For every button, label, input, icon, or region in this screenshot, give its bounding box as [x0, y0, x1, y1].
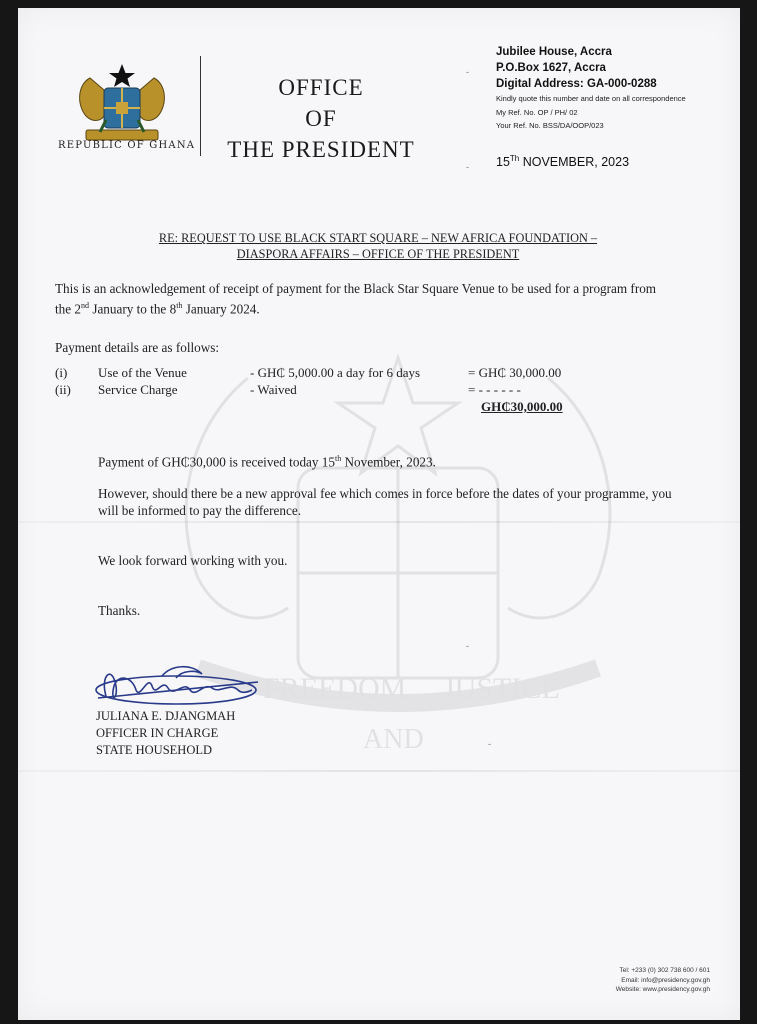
- scan-mark: -: [488, 740, 492, 750]
- signatory-unit: STATE HOUSEHOLD: [96, 743, 213, 757]
- item-amount: = - - - - - -: [468, 382, 521, 397]
- office-title-line: THE PRESIDENT: [227, 137, 415, 162]
- scan-mark: -: [466, 163, 470, 173]
- letter-subject: [98, 230, 658, 262]
- signatory-title: OFFICER IN CHARGE: [96, 726, 219, 740]
- ghana-coat-of-arms-icon: [76, 60, 168, 148]
- your-reference: Your Ref. No. BSS/DA/OOP/023: [496, 121, 604, 130]
- approval-fee-paragraph: However, should there be a new approval fee which comes in force before the dates of your programme, you will be informed to pay the difference.: [98, 486, 672, 518]
- letter-page: [18, 8, 740, 1020]
- office-title: [206, 72, 436, 165]
- address-line: Jubilee House, Accra: [496, 46, 612, 58]
- item-number: (ii): [55, 382, 71, 397]
- letterhead-divider: [200, 56, 201, 156]
- signatory-name: JULIANA E. DJANGMAH: [96, 709, 236, 723]
- subject-line: RE: REQUEST TO USE BLACK START SQUARE – NEW AFRICA FOUNDATION –: [158, 231, 598, 245]
- scan-mark: -: [466, 642, 470, 652]
- thanks-line: Thanks.: [98, 603, 141, 618]
- office-title-line: OFFICE: [278, 75, 364, 100]
- office-address: [496, 44, 686, 133]
- watermark-freedom: FREEDOM: [263, 672, 407, 705]
- item-amount: = GH₵ 30,000.00: [468, 365, 562, 380]
- item-number: (i): [55, 365, 68, 380]
- payment-received-paragraph: Payment of GH₵30,000 is received today 15th November, 2023.: [98, 454, 436, 470]
- office-title-line: OF: [305, 106, 337, 131]
- republic-of-ghana-label: REPUBLIC OF GHANA: [58, 140, 196, 151]
- item-label: Service Charge: [98, 382, 178, 397]
- payment-total: GH₵30,000.00: [481, 399, 563, 414]
- footer-website: Website: www.presidency.gov.gh: [615, 986, 710, 993]
- letter-date: 15Th NOVEMBER, 2023: [496, 154, 630, 170]
- subject-line: DIASPORA AFFAIRS – OFFICE OF THE PRESIDENT: [236, 247, 520, 261]
- digital-address: Digital Address: GA-000-0288: [496, 78, 657, 90]
- reference-note: Kindly quote this number and date on all correspondence: [496, 94, 686, 103]
- item-detail: - Waived: [250, 382, 297, 397]
- address-line: P.O.Box 1627, Accra: [496, 62, 606, 74]
- item-label: Use of the Venue: [98, 365, 187, 380]
- watermark-justice: JUSTICE: [443, 672, 560, 705]
- footer-telephone: Tel: +233 (0) 302 738 600 / 601: [619, 967, 710, 974]
- signatory-block: [96, 708, 235, 759]
- my-reference: My Ref. No. OP / PH/ 02: [496, 107, 578, 117]
- contact-footer: [616, 966, 710, 995]
- acknowledgement-paragraph: This is an acknowledgement of receipt of payment for the Black Star Square Venue to be used for a program from the 2nd January to the 8th January 2024.: [55, 281, 657, 317]
- item-detail: - GH₵ 5,000.00 a day for 6 days: [250, 365, 421, 380]
- closing-remark: We look forward working with you.: [98, 553, 288, 568]
- footer-email: Email: info@presidency.gov.gh: [621, 976, 710, 984]
- payment-heading: Payment details are as follows:: [55, 340, 220, 355]
- scan-mark: -: [466, 68, 470, 78]
- watermark-and: AND: [363, 724, 424, 755]
